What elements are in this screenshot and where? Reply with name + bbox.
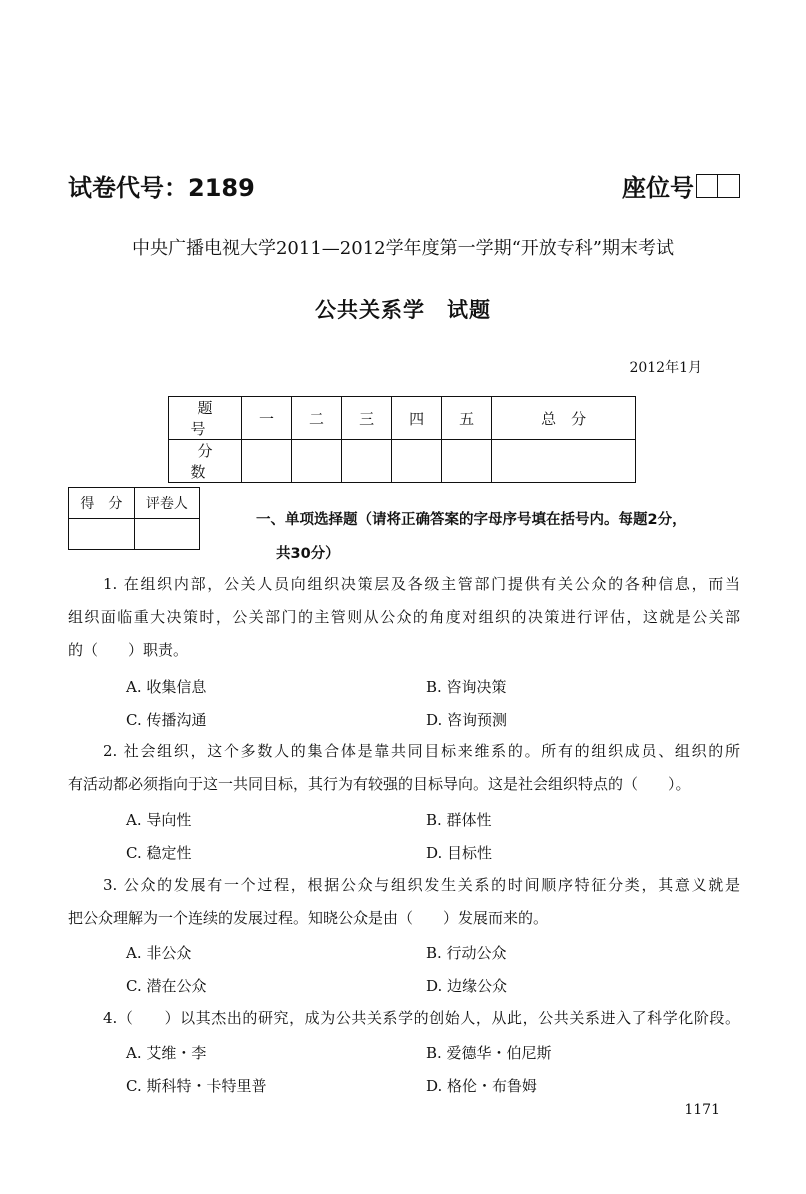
question-1-line-2: 组织面临重大决策时，公关部门的主管则从公众的角度对组织的决策进行评估，这就是公关部 <box>68 608 740 626</box>
paper-title: 公共关系学 试题 <box>315 298 491 322</box>
score-cell-empty <box>292 440 342 483</box>
question-4 <box>68 1002 740 1035</box>
question-2-line-1: 2. 社会组织，这个多数人的集合体是靠共同目标来维系的。所有的组织成员、组织的所 <box>103 742 740 760</box>
option-1d: D. 咨询预测 <box>426 711 508 729</box>
section-title: 一、单项选择题（请将正确答案的字母序号填在括号内。每题2分， <box>256 512 687 528</box>
question-1-line-3: 的（ ）职责。 <box>68 641 189 659</box>
option-3d: D. 边缘公众 <box>426 977 508 995</box>
paper-date: 2012年1月 <box>629 360 702 376</box>
score-cell-empty <box>392 440 442 483</box>
option-4b: B. 爱德华・伯尼斯 <box>426 1044 552 1062</box>
score-cell-header: 四 <box>392 397 442 440</box>
option-2b: B. 群体性 <box>426 811 492 829</box>
seat-box <box>718 174 740 198</box>
seat-label: 座位号 <box>622 174 694 202</box>
question-4-line-1: 4.（ ）以其杰出的研究，成为公共关系学的创始人，从此，公共关系进入了科学化阶段。 <box>103 1009 740 1027</box>
section-title-continued: 共30分） <box>276 546 340 562</box>
option-4c: C. 斯科特・卡特里普 <box>126 1077 267 1095</box>
option-2d: D. 目标性 <box>426 844 493 862</box>
question-1-line-1: 1. 在组织内部，公关人员向组织决策层及各级主管部门提供有关公众的各种信息，而当 <box>103 575 740 593</box>
score-cell-empty <box>492 440 636 483</box>
option-1a: A. 收集信息 <box>126 678 207 696</box>
score-cell-label: 题 号 <box>169 397 242 440</box>
option-2c: C. 稳定性 <box>126 844 192 862</box>
question-3-line-2: 把公众理解为一个连续的发展过程。知晓公众是由（ ）发展而来的。 <box>68 909 549 927</box>
score-cell-label: 分 数 <box>169 440 242 483</box>
score-cell-header: 五 <box>442 397 492 440</box>
question-3-line-1: 3. 公众的发展有一个过程，根据公众与组织发生关系的时间顺序特征分类，其意义就是 <box>103 876 740 894</box>
score-cell-empty <box>342 440 392 483</box>
score-table <box>168 396 636 483</box>
option-3a: A. 非公众 <box>126 944 192 962</box>
option-1c: C. 传播沟通 <box>126 711 207 729</box>
score-table-score-row <box>169 440 636 483</box>
question-2 <box>68 735 740 801</box>
grader-name-cell <box>134 519 199 550</box>
question-1 <box>68 568 740 667</box>
option-3c: C. 潜在公众 <box>126 977 207 995</box>
score-cell-header: 三 <box>342 397 392 440</box>
option-1b: B. 咨询决策 <box>426 678 507 696</box>
score-cell-header: 二 <box>292 397 342 440</box>
seat-boxes <box>696 174 740 198</box>
grader-score-label: 得 分 <box>69 488 135 519</box>
question-3 <box>68 869 740 935</box>
score-cell-header: 一 <box>242 397 292 440</box>
exam-header: 中央广播电视大学2011—2012学年度第一学期“开放专科”期末考试 <box>131 238 675 259</box>
page-number: 1171 <box>684 1102 720 1118</box>
paper-code: 试卷代号：2189 <box>68 174 255 202</box>
score-cell-empty <box>442 440 492 483</box>
grader-score-cell <box>69 519 135 550</box>
grader-table <box>68 487 200 550</box>
option-4a: A. 艾维・李 <box>126 1044 207 1062</box>
seat-box <box>696 174 718 198</box>
option-4d: D. 格伦・布鲁姆 <box>426 1077 538 1095</box>
score-table-header-row <box>169 397 636 440</box>
score-cell-header: 总 分 <box>492 397 636 440</box>
option-3b: B. 行动公众 <box>426 944 507 962</box>
question-2-line-2: 有活动都必须指向于这一共同目标，其行为有较强的目标导向。这是社会组织特点的（ ）。 <box>68 775 691 793</box>
seat-number <box>622 168 740 203</box>
grader-name-label: 评卷人 <box>134 488 199 519</box>
option-2a: A. 导向性 <box>126 811 192 829</box>
